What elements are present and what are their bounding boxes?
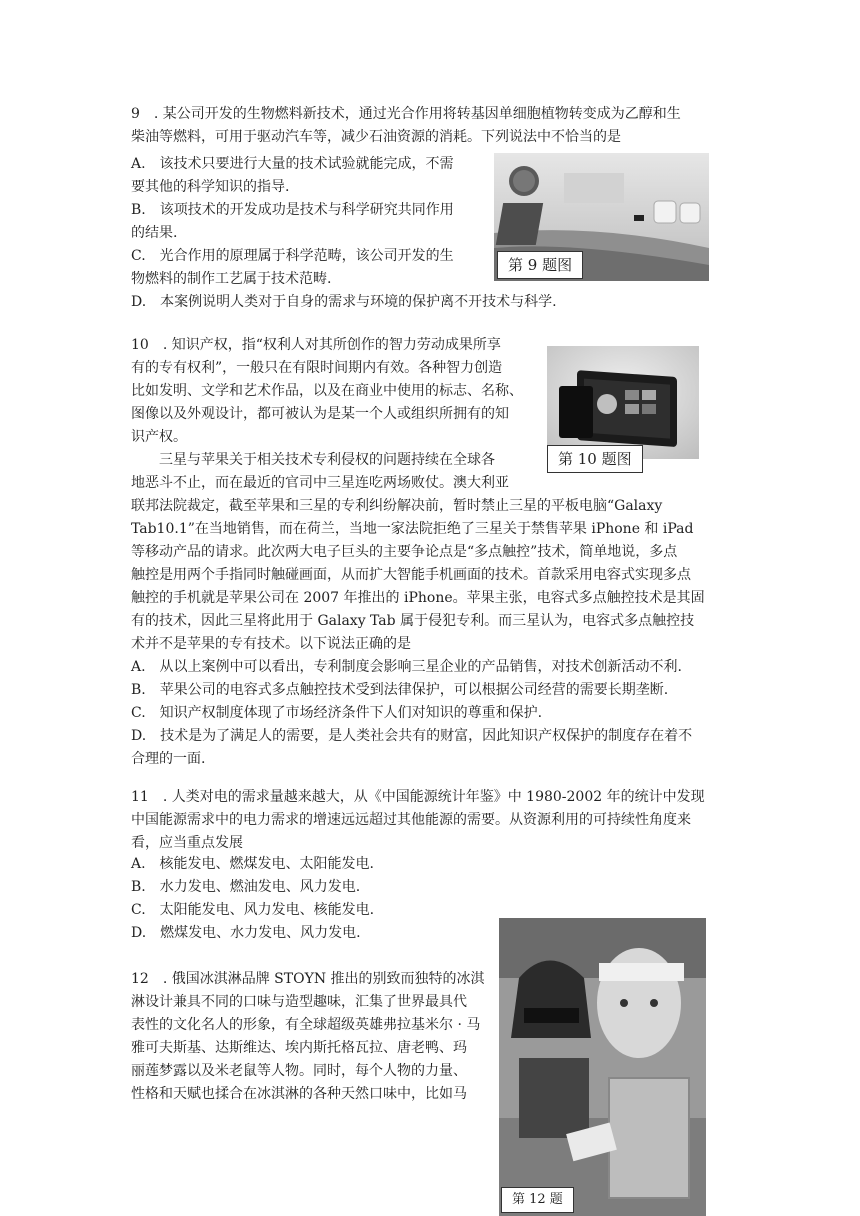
q9-option-a: A. 该技术只要进行大量的技术试验就能完成，不需 <box>131 156 454 172</box>
q10-line-9: Tab10.1”在当地销售，而在荷兰，当地一家法院拒绝了三星关于禁售苹果 iPhone 和 iPad <box>131 521 694 537</box>
q12-line-2: 淋设计兼具不同的口味与造型趣味，汇集了世界最具代 <box>131 994 467 1010</box>
q10-line-4: 图像以及外观设计，都可被认为是某一个人或组织所拥有的知 <box>131 406 509 422</box>
q10-line-11: 触控是用两个手指同时触碰画面，从而扩大智能手机画面的技术。首款采用电容式实现多点 <box>131 567 691 583</box>
q10-line-1: 10 . 知识产权，指“权利人对其所创作的智力劳动成果所享 <box>131 337 501 353</box>
q10-figure-caption: 第 10 题图 <box>547 445 643 473</box>
q12-figure-caption: 第 12 题 <box>501 1187 574 1213</box>
q12-figure <box>499 918 706 1216</box>
q9-stem-line1: 9 . 某公司开发的生物燃料新技术，通过光合作用将转基因单细胞植物转变成为乙醇和生 <box>131 106 681 122</box>
q11-option-b: B. 水力发电、燃油发电、风力发电. <box>131 879 361 895</box>
q10-option-d-cont: 合理的一面. <box>131 751 206 767</box>
q9-option-a-cont: 要其他的科学知识的指导. <box>131 179 290 195</box>
q10-figure <box>547 346 699 459</box>
q10-line-3: 比如发明、文学和艺术作品，以及在商业中使用的标志、名称、 <box>131 383 523 399</box>
q10-option-c: C. 知识产权制度体现了市场经济条件下人们对知识的尊重和保护. <box>131 705 543 721</box>
q10-line-7: 地恶斗不止，而在最近的官司中三星连吃两场败仗。澳大利亚 <box>131 475 509 491</box>
q11-option-a: A. 核能发电、燃煤发电、太阳能发电. <box>131 856 375 872</box>
q12-line-5: 丽莲梦露以及米老鼠等人物。同时，每个人物的力量、 <box>131 1063 467 1079</box>
q12-line-1: 12 . 俄国冰淇淋品牌 STOYN 推出的别致而独特的冰淇 <box>131 971 485 987</box>
q10-option-a: A. 从以上案例中可以看出，专利制度会影响三星企业的产品销售，对技术创新活动不利. <box>131 659 683 675</box>
q9-stem-line2: 柴油等燃料，可用于驱动汽车等，减少石油资源的消耗。下列说法中不恰当的是 <box>131 129 621 145</box>
q10-line-6: 三星与苹果关于相关技术专利侵权的问题持续在全球各 <box>131 452 495 468</box>
q10-option-d: D. 技术是为了满足人的需要，是人类社会共有的财富，因此知识产权保护的制度存在着不 <box>131 728 693 744</box>
tablet-image <box>547 346 699 459</box>
q12-line-3: 表性的文化名人的形象，有全球超级英雄弗拉基米尔 · 马 <box>131 1017 481 1033</box>
q9-option-b: B. 该项技术的开发成功是技术与科学研究共同作用 <box>131 202 454 218</box>
q10-line-13: 有的技术，因此三星将此用于 Galaxy Tab 属于侵犯专利。而三星认为，电容式多点触控技 <box>131 613 695 629</box>
q9-option-c-cont: 物燃料的制作工艺属于技术范畴. <box>131 271 332 287</box>
q12-line-6: 性格和天赋也揉合在冰淇淋的各种天然口味中，比如马 <box>131 1086 467 1102</box>
q11-stem-line1: 11 . 人类对电的需求量越来越大，从《中国能源统计年鉴》中 1980-2002 年的统计中发现 <box>131 789 705 805</box>
q11-stem-line3: 看，应当重点发展 <box>131 835 243 851</box>
q12-line-4: 雅可夫斯基、达斯维达、埃内斯托格瓦拉、唐老鸭、玛 <box>131 1040 467 1056</box>
q11-option-c: C. 太阳能发电、风力发电、核能发电. <box>131 902 375 918</box>
q9-option-d: D. 本案例说明人类对于自身的需求与环境的保护离不开技术与科学. <box>131 294 557 310</box>
q9-option-c: C. 光合作用的原理属于科学范畴，该公司开发的生 <box>131 248 454 264</box>
q10-line-5: 识产权。 <box>131 429 187 445</box>
q10-option-b: B. 苹果公司的电容式多点触控技术受到法律保护，可以根据公司经营的需要长期垄断. <box>131 682 669 698</box>
q11-option-d: D. 燃煤发电、水力发电、风力发电. <box>131 925 361 941</box>
q10-line-8: 联邦法院裁定，截至苹果和三星的专利纠纷解决前，暂时禁止三星的平板电脑“Galaxy <box>131 498 663 514</box>
q10-line-14: 术并不是苹果的专有技术。以下说法正确的是 <box>131 636 411 652</box>
ice-cream-masks-photo <box>499 918 706 1216</box>
q9-option-b-cont: 的结果. <box>131 225 178 241</box>
q9-figure-caption: 第 9 题图 <box>497 251 583 279</box>
q11-stem-line2: 中国能源需求中的电力需求的增速远远超过其他能源的需要。从资源利用的可持续性角度来 <box>131 812 691 828</box>
q10-line-2: 有的专有权利”，一般只在有限时间期内有效。各种智力创造 <box>131 360 503 376</box>
q10-line-12: 触控的手机就是苹果公司在 2007 年推出的 iPhone。苹果主张，电容式多点触控技术是其固 <box>131 590 705 606</box>
q10-line-10: 等移动产品的请求。此次两大电子巨头的主要争论点是“多点触控”技术，简单地说，多点 <box>131 544 678 560</box>
